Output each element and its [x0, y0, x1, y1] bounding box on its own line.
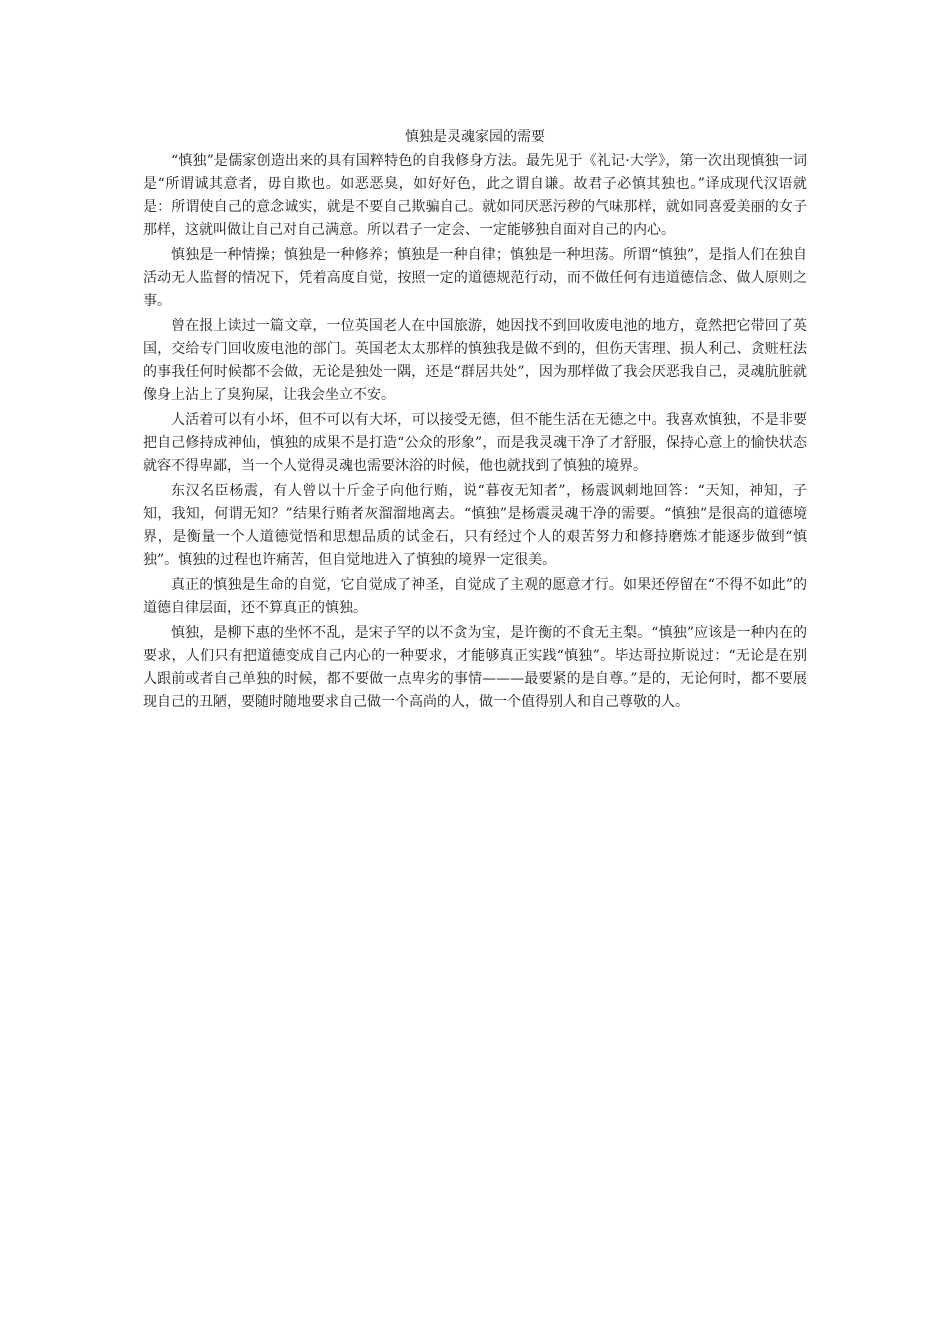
paragraph-3: 曾在报上读过一篇文章，一位英国老人在中国旅游，她因找不到回收废电池的地方，竟然把它带回了英国，交给专门回收废电池的部门。英国老太太那样的慎独我是做不到的，但伤天害理、损人利己、贪赃枉法的事我任何时候都不会做，无论是独处一隅，还是“群居共处”，因为那样做了我会厌恶我自己，灵魂肮脏就像身上沾上了臭狗屎，让我会坐立不安。 — [143, 318, 807, 403]
paragraph-5: 东汉名臣杨震，有人曾以十斤金子向他行贿，说“暮夜无知者”，杨震讽刺地回答：“天知，神知，子知，我知，何谓无知？”结果行贿者灰溜溜地离去。“慎独”是杨震灵魂干净的需要。“慎独”是很高的道德境界，是衡量一个人道德觉悟和思想品质的试金石，只有经过个人的艰苦努力和修持磨炼才能逐步做到“慎独”。慎独的过程也许痛苦，但自觉地进入了慎独的境界一定很美。 — [143, 483, 807, 568]
paragraph-4: 人活着可以有小坏，但不可以有大坏，可以接受无德，但不能生活在无德之中。我喜欢慎独，不是非要把自己修持成神仙，慎独的成果不是打造“公众的形象”，而是我灵魂干净了才舒服，保持心意上的愉快状态就容不得卑鄙，当一个人觉得灵魂也需要沐浴的时候，他也就找到了慎独的境界。 — [143, 412, 807, 474]
paragraph-6: 真正的慎独是生命的自觉，它自觉成了神圣，自觉成了主观的愿意才行。如果还停留在“不得不如此”的道德自律层面，还不算真正的慎独。 — [143, 577, 807, 616]
paragraph-7: 慎独，是柳下惠的坐怀不乱，是宋子罕的以不贪为宝，是许衡的不食无主梨。“慎独”应该是一种内在的要求，人们只有把道德变成自己内心的一种要求，才能够真正实践“慎独”。毕达哥拉斯说过：“无论是在别人跟前或者自己单独的时候，都不要做一点卑劣的事情———最要紧的是自尊。”是的，无论何时，都不要展现自己的丑陋，要随时随地要求自己做一个高尚的人，做一个值得别人和自己尊敬的人。 — [143, 625, 807, 710]
article-title: 慎独是灵魂家园的需要 — [405, 129, 545, 145]
paragraph-2: 慎独是一种情操；慎独是一种修养；慎独是一种自律；慎独是一种坦荡。所谓“慎独”，是指人们在独自活动无人监督的情况下，凭着高度自觉，按照一定的道德规范行动，而不做任何有违道德信念、做人原则之事。 — [143, 247, 807, 309]
paragraph-1: “慎独”是儒家创造出来的具有国粹特色的自我修身方法。最先见于《礼记·大学》，第一次出现慎独一词是“所谓诚其意者，毋自欺也。如恶恶臭，如好好色，此之谓自谦。故君子必慎其独也。”译成现代汉语就是：所谓使自己的意念诚实，就是不要自己欺骗自己。就如同厌恶污秽的气味那样，就如同喜爱美丽的女子那样，这就叫做让自己对自己满意。所以君子一定会、一定能够独自面对自己的内心。 — [143, 153, 807, 238]
article — [143, 126, 807, 716]
